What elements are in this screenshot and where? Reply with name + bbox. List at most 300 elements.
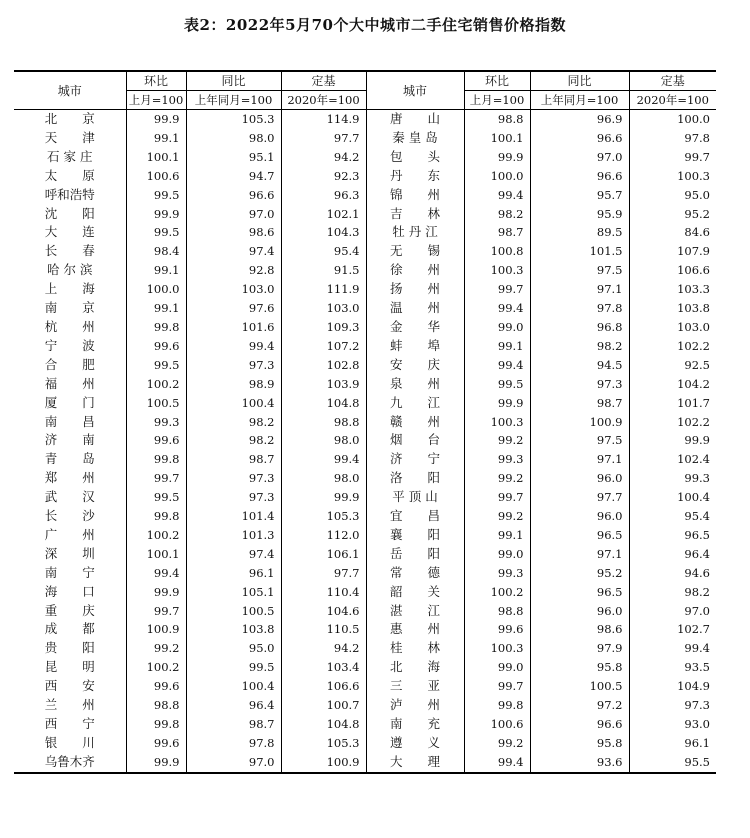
cell-yoy-right: 96.5 — [530, 583, 629, 602]
cell-mom-right: 99.4 — [464, 753, 530, 773]
cell-yoy-left: 105.3 — [186, 110, 281, 129]
cell-yoy-right: 95.9 — [530, 205, 629, 224]
cell-city-left: 呼和浩特 — [14, 186, 126, 205]
cell-yoy-right: 100.5 — [530, 677, 629, 696]
cell-mom-right: 100.3 — [464, 261, 530, 280]
cell-mom-right: 99.9 — [464, 148, 530, 167]
cell-mom-right: 99.4 — [464, 186, 530, 205]
cell-base-left: 103.4 — [281, 658, 366, 677]
cell-city-left: 北 京 — [14, 110, 126, 129]
cell-yoy-right: 95.7 — [530, 186, 629, 205]
cell-mom-left: 99.8 — [126, 450, 186, 469]
cell-city-left: 济 南 — [14, 431, 126, 450]
table-row — [14, 658, 716, 677]
table-row — [14, 620, 716, 639]
cell-mom-left: 99.4 — [126, 564, 186, 583]
cell-yoy-left: 103.8 — [186, 620, 281, 639]
cell-city-left: 南 昌 — [14, 413, 126, 432]
cell-mom-right: 99.2 — [464, 431, 530, 450]
cell-yoy-left: 97.0 — [186, 753, 281, 773]
cell-base-left: 97.7 — [281, 129, 366, 148]
table-row — [14, 299, 716, 318]
cell-yoy-right: 95.8 — [530, 734, 629, 753]
cell-mom-right: 98.8 — [464, 110, 530, 129]
price-index-table — [14, 70, 716, 774]
cell-yoy-left: 97.4 — [186, 545, 281, 564]
cell-city-left: 杭 州 — [14, 318, 126, 337]
table-row — [14, 677, 716, 696]
cell-base-right: 93.0 — [684, 717, 710, 731]
table-row — [14, 545, 716, 564]
cell-mom-right: 100.6 — [464, 715, 530, 734]
cell-mom-left: 99.8 — [126, 715, 186, 734]
cell-base-left: 104.8 — [281, 394, 366, 413]
cell-mom-left: 100.2 — [126, 526, 186, 545]
cell-city-left: 上 海 — [14, 280, 126, 299]
cell-mom-left: 99.5 — [126, 488, 186, 507]
cell-base-left: 99.4 — [281, 450, 366, 469]
cell-yoy-right: 96.9 — [530, 110, 629, 129]
cell-yoy-left: 99.5 — [186, 658, 281, 677]
cell-mom-left: 98.4 — [126, 242, 186, 261]
cell-base-right: 95.4 — [684, 509, 710, 524]
cell-yoy-left: 98.6 — [186, 223, 281, 242]
cell-base-right: 96.1 — [684, 735, 710, 750]
cell-city-right: 安 庆 — [366, 356, 464, 375]
cell-mom-right: 99.0 — [464, 545, 530, 564]
cell-base-right: 94.6 — [684, 565, 710, 580]
cell-mom-right: 99.0 — [464, 318, 530, 337]
cell-mom-left: 99.9 — [126, 110, 186, 129]
cell-base-right: 103.3 — [677, 282, 710, 297]
cell-city-right: 湛 江 — [366, 602, 464, 621]
cell-city-right: 唐 山 — [366, 110, 464, 129]
cell-yoy-left: 97.3 — [186, 356, 281, 375]
table-row — [14, 261, 716, 280]
cell-yoy-right: 97.2 — [530, 696, 629, 715]
cell-city-right: 岳 阳 — [366, 545, 464, 564]
cell-base-right: 95.0 — [684, 187, 710, 202]
cell-city-left: 大 连 — [14, 223, 126, 242]
cell-mom-right: 99.3 — [464, 450, 530, 469]
table-row — [14, 753, 716, 773]
cell-mom-left: 99.8 — [126, 318, 186, 337]
table-row — [14, 167, 716, 186]
cell-yoy-left: 94.7 — [186, 167, 281, 186]
cell-city-right: 宜 昌 — [366, 507, 464, 526]
cell-base-left: 95.4 — [281, 242, 366, 261]
cell-base-left: 105.3 — [281, 507, 366, 526]
header-base-sub-right: 2020年=100 — [629, 91, 716, 110]
cell-city-right: 韶 关 — [366, 583, 464, 602]
cell-yoy-right: 96.6 — [530, 167, 629, 186]
cell-mom-right: 99.7 — [464, 677, 530, 696]
table-row — [14, 186, 716, 205]
cell-city-left: 昆 明 — [14, 658, 126, 677]
cell-yoy-left: 100.5 — [186, 602, 281, 621]
header-yoy-left: 同比 — [186, 71, 281, 91]
cell-base-left: 102.8 — [281, 356, 366, 375]
cell-yoy-right: 97.1 — [530, 545, 629, 564]
cell-mom-left: 99.7 — [126, 469, 186, 488]
cell-base-left: 98.0 — [281, 431, 366, 450]
cell-base-left: 104.3 — [281, 223, 366, 242]
table-row — [14, 205, 716, 224]
cell-mom-left: 100.1 — [126, 545, 186, 564]
cell-base-right: 98.2 — [684, 584, 710, 599]
table-row — [14, 280, 716, 299]
cell-city-left: 长 沙 — [14, 507, 126, 526]
cell-city-left: 石 家 庄 — [14, 148, 126, 167]
header-base-left: 定基 — [281, 71, 366, 91]
cell-city-right: 遵 义 — [366, 734, 464, 753]
cell-mom-left: 99.6 — [126, 734, 186, 753]
cell-mom-right: 99.1 — [464, 337, 530, 356]
cell-base-left: 114.9 — [281, 110, 366, 129]
cell-mom-right: 100.8 — [464, 242, 530, 261]
cell-base-right: 97.0 — [684, 603, 710, 618]
cell-mom-right: 99.7 — [464, 280, 530, 299]
cell-yoy-left: 98.0 — [186, 129, 281, 148]
table-body — [14, 110, 716, 773]
cell-yoy-left: 97.4 — [186, 242, 281, 261]
cell-city-right: 惠 州 — [366, 620, 464, 639]
cell-base-left: 106.6 — [281, 677, 366, 696]
cell-city-left: 长 春 — [14, 242, 126, 261]
cell-base-left: 102.1 — [281, 205, 366, 224]
table-row — [14, 507, 716, 526]
cell-base-left: 96.3 — [281, 186, 366, 205]
cell-city-right: 桂 林 — [366, 639, 464, 658]
cell-city-left: 广 州 — [14, 526, 126, 545]
cell-city-left: 合 肥 — [14, 356, 126, 375]
table-row — [14, 394, 716, 413]
cell-yoy-left: 101.3 — [186, 526, 281, 545]
cell-yoy-right: 97.3 — [530, 375, 629, 394]
cell-city-right: 秦 皇 岛 — [366, 129, 464, 148]
cell-city-left: 哈 尔 滨 — [14, 261, 126, 280]
table-row — [14, 564, 716, 583]
cell-base-left: 98.0 — [281, 469, 366, 488]
table-row — [14, 356, 716, 375]
cell-city-right: 无 锡 — [366, 242, 464, 261]
header-base-right: 定基 — [629, 71, 716, 91]
cell-base-left: 99.9 — [281, 488, 366, 507]
cell-base-right: 103.0 — [677, 319, 710, 334]
table-row — [14, 148, 716, 167]
cell-yoy-right: 97.5 — [530, 431, 629, 450]
cell-mom-right: 99.5 — [464, 375, 530, 394]
cell-yoy-right: 95.2 — [530, 564, 629, 583]
cell-base-right: 96.5 — [684, 527, 710, 542]
cell-city-left: 西 宁 — [14, 715, 126, 734]
cell-city-left: 贵 阳 — [14, 639, 126, 658]
cell-base-left: 104.8 — [281, 715, 366, 734]
cell-mom-left: 99.5 — [126, 186, 186, 205]
cell-city-right: 南 充 — [366, 715, 464, 734]
cell-base-left: 94.2 — [281, 148, 366, 167]
cell-city-left: 沈 阳 — [14, 205, 126, 224]
cell-base-left: 106.1 — [281, 545, 366, 564]
cell-mom-right: 99.8 — [464, 696, 530, 715]
cell-base-right: 104.9 — [677, 679, 710, 694]
cell-city-left: 天 津 — [14, 129, 126, 148]
cell-base-right: 92.5 — [684, 357, 710, 372]
cell-yoy-right: 97.5 — [530, 261, 629, 280]
cell-yoy-left: 95.1 — [186, 148, 281, 167]
cell-city-right: 温 州 — [366, 299, 464, 318]
cell-city-right: 北 海 — [366, 658, 464, 677]
cell-mom-right: 99.3 — [464, 564, 530, 583]
cell-yoy-right: 97.1 — [530, 280, 629, 299]
cell-city-right: 金 华 — [366, 318, 464, 337]
cell-city-right: 包 头 — [366, 148, 464, 167]
cell-yoy-right: 98.6 — [530, 620, 629, 639]
cell-yoy-left: 99.4 — [186, 337, 281, 356]
cell-city-right: 烟 台 — [366, 431, 464, 450]
cell-city-left: 福 州 — [14, 375, 126, 394]
cell-city-right: 三 亚 — [366, 677, 464, 696]
cell-yoy-right: 94.5 — [530, 356, 629, 375]
header-yoy-sub-left: 上年同月=100 — [186, 91, 281, 110]
table-row — [14, 375, 716, 394]
cell-base-left: 109.3 — [281, 318, 366, 337]
table-row — [14, 413, 716, 432]
table-row — [14, 431, 716, 450]
cell-base-right: 99.9 — [684, 433, 710, 448]
cell-base-left: 110.5 — [281, 620, 366, 639]
table-row — [14, 129, 716, 148]
cell-yoy-right: 96.0 — [530, 469, 629, 488]
cell-base-left: 92.3 — [281, 167, 366, 186]
cell-mom-left: 99.3 — [126, 413, 186, 432]
cell-mom-right: 100.3 — [464, 639, 530, 658]
cell-city-left: 郑 州 — [14, 469, 126, 488]
cell-base-left: 110.4 — [281, 583, 366, 602]
cell-mom-right: 98.7 — [464, 223, 530, 242]
cell-base-right: 102.4 — [677, 452, 710, 467]
cell-base-right: 103.8 — [677, 301, 710, 316]
cell-yoy-left: 96.4 — [186, 696, 281, 715]
cell-base-left: 98.8 — [281, 413, 366, 432]
cell-mom-left: 99.9 — [126, 583, 186, 602]
cell-base-left: 100.7 — [281, 696, 366, 715]
cell-mom-right: 99.1 — [464, 526, 530, 545]
cell-yoy-right: 96.8 — [530, 318, 629, 337]
cell-base-right: 99.7 — [684, 149, 710, 164]
cell-city-right: 洛 阳 — [366, 469, 464, 488]
table-row — [14, 715, 716, 734]
cell-base-right: 102.2 — [677, 338, 710, 353]
cell-mom-right: 99.7 — [464, 488, 530, 507]
cell-mom-right: 100.0 — [464, 167, 530, 186]
cell-mom-left: 99.8 — [126, 507, 186, 526]
cell-yoy-right: 93.6 — [530, 753, 629, 773]
cell-yoy-right: 97.7 — [530, 488, 629, 507]
cell-mom-left: 99.7 — [126, 602, 186, 621]
cell-yoy-left: 100.4 — [186, 394, 281, 413]
cell-yoy-right: 96.5 — [530, 526, 629, 545]
cell-yoy-left: 98.7 — [186, 715, 281, 734]
cell-yoy-left: 97.3 — [186, 469, 281, 488]
page-title: 表2：2022年5月70个大中城市二手住宅销售价格指数 — [184, 16, 566, 34]
cell-base-right: 95.2 — [684, 206, 710, 221]
cell-city-right: 济 宁 — [366, 450, 464, 469]
cell-city-right: 泸 州 — [366, 696, 464, 715]
cell-mom-left: 100.2 — [126, 375, 186, 394]
cell-yoy-right: 97.9 — [530, 639, 629, 658]
cell-yoy-left: 103.0 — [186, 280, 281, 299]
cell-base-left: 105.3 — [281, 734, 366, 753]
cell-mom-left: 99.5 — [126, 356, 186, 375]
cell-mom-left: 99.9 — [126, 205, 186, 224]
cell-mom-left: 99.2 — [126, 639, 186, 658]
cell-city-left: 厦 门 — [14, 394, 126, 413]
table-row — [14, 639, 716, 658]
cell-base-left: 91.5 — [281, 261, 366, 280]
header-yoy-sub-right: 上年同月=100 — [530, 91, 629, 110]
cell-mom-right: 98.8 — [464, 602, 530, 621]
cell-city-left: 青 岛 — [14, 450, 126, 469]
cell-mom-right: 99.2 — [464, 507, 530, 526]
cell-yoy-left: 97.0 — [186, 205, 281, 224]
cell-base-right: 102.7 — [677, 622, 710, 637]
header-city-right: 城市 — [366, 71, 464, 110]
cell-base-right: 102.2 — [677, 414, 710, 429]
cell-base-left: 100.9 — [281, 753, 366, 773]
cell-mom-right: 98.2 — [464, 205, 530, 224]
header-mom-right: 环比 — [464, 71, 530, 91]
cell-yoy-left: 96.6 — [186, 186, 281, 205]
cell-city-left: 兰 州 — [14, 696, 126, 715]
cell-mom-left: 99.1 — [126, 129, 186, 148]
cell-city-right: 锦 州 — [366, 186, 464, 205]
cell-yoy-right: 97.1 — [530, 450, 629, 469]
table-row — [14, 488, 716, 507]
cell-mom-left: 100.9 — [126, 620, 186, 639]
cell-yoy-right: 98.2 — [530, 337, 629, 356]
table-row — [14, 734, 716, 753]
cell-yoy-left: 105.1 — [186, 583, 281, 602]
cell-yoy-left: 92.8 — [186, 261, 281, 280]
cell-base-right: 96.4 — [684, 546, 710, 561]
table-row — [14, 223, 716, 242]
cell-city-left: 银 川 — [14, 734, 126, 753]
cell-yoy-left: 101.6 — [186, 318, 281, 337]
cell-yoy-right: 98.7 — [530, 394, 629, 413]
header-city-left: 城市 — [14, 71, 126, 110]
cell-yoy-left: 95.0 — [186, 639, 281, 658]
cell-city-left: 重 庆 — [14, 602, 126, 621]
cell-base-left: 111.9 — [281, 280, 366, 299]
cell-base-left: 97.7 — [281, 564, 366, 583]
cell-mom-right: 99.6 — [464, 620, 530, 639]
cell-city-left: 南 宁 — [14, 564, 126, 583]
header-mom-sub-right: 上月=100 — [464, 91, 530, 110]
cell-yoy-left: 97.8 — [186, 734, 281, 753]
table-row — [14, 583, 716, 602]
cell-city-left: 乌鲁木齐 — [14, 753, 126, 773]
cell-yoy-right: 89.5 — [530, 223, 629, 242]
cell-city-right: 赣 州 — [366, 413, 464, 432]
cell-mom-left: 99.6 — [126, 677, 186, 696]
cell-city-left: 成 都 — [14, 620, 126, 639]
cell-city-left: 宁 波 — [14, 337, 126, 356]
cell-base-right: 101.7 — [677, 395, 710, 410]
cell-mom-left: 99.5 — [126, 223, 186, 242]
cell-base-right: 95.5 — [629, 753, 716, 773]
cell-city-right: 襄 阳 — [366, 526, 464, 545]
table-header — [14, 71, 716, 110]
cell-mom-right: 100.1 — [464, 129, 530, 148]
cell-mom-right: 99.4 — [464, 356, 530, 375]
cell-city-right: 丹 东 — [366, 167, 464, 186]
cell-city-right: 扬 州 — [366, 280, 464, 299]
cell-mom-right: 100.2 — [464, 583, 530, 602]
cell-mom-left: 98.8 — [126, 696, 186, 715]
cell-yoy-left: 98.2 — [186, 431, 281, 450]
cell-city-right: 吉 林 — [366, 205, 464, 224]
cell-mom-left: 100.2 — [126, 658, 186, 677]
table-row — [14, 337, 716, 356]
table-row — [14, 110, 716, 129]
header-mom-left: 环比 — [126, 71, 186, 91]
cell-base-right: 100.0 — [677, 112, 710, 126]
cell-city-right: 大 理 — [366, 753, 464, 773]
cell-yoy-left: 97.6 — [186, 299, 281, 318]
table-row — [14, 602, 716, 621]
cell-yoy-right: 97.8 — [530, 299, 629, 318]
price-index-table-container — [14, 70, 716, 774]
cell-base-right: 97.3 — [684, 698, 710, 713]
cell-city-left: 南 京 — [14, 299, 126, 318]
cell-yoy-left: 98.2 — [186, 413, 281, 432]
table-row — [14, 469, 716, 488]
cell-mom-left: 99.6 — [126, 337, 186, 356]
cell-base-left: 112.0 — [281, 526, 366, 545]
cell-city-right: 九 江 — [366, 394, 464, 413]
cell-base-right: 100.3 — [677, 168, 710, 183]
header-yoy-right: 同比 — [530, 71, 629, 91]
cell-yoy-left: 98.9 — [186, 375, 281, 394]
cell-yoy-left: 96.1 — [186, 564, 281, 583]
table-row — [14, 318, 716, 337]
cell-base-left: 104.6 — [281, 602, 366, 621]
table-row — [14, 242, 716, 261]
cell-yoy-right: 95.8 — [530, 658, 629, 677]
cell-city-right: 蚌 埠 — [366, 337, 464, 356]
cell-base-right: 106.6 — [677, 263, 710, 278]
cell-yoy-right: 96.6 — [530, 129, 629, 148]
cell-mom-left: 100.6 — [126, 167, 186, 186]
cell-mom-left: 99.1 — [126, 261, 186, 280]
table-row — [14, 450, 716, 469]
cell-base-right: 100.4 — [677, 490, 710, 505]
cell-mom-right: 100.3 — [464, 413, 530, 432]
header-mom-sub-left: 上月=100 — [126, 91, 186, 110]
cell-base-left: 103.0 — [281, 299, 366, 318]
cell-base-right: 93.5 — [684, 660, 710, 675]
header-base-sub-left: 2020年=100 — [281, 91, 366, 110]
cell-base-left: 94.2 — [281, 639, 366, 658]
cell-yoy-left: 97.3 — [186, 488, 281, 507]
cell-mom-right: 99.4 — [464, 299, 530, 318]
cell-yoy-right: 101.5 — [530, 242, 629, 261]
cell-base-right: 104.2 — [677, 376, 710, 391]
cell-city-right: 牡 丹 江 — [366, 223, 464, 242]
cell-mom-left: 100.1 — [126, 148, 186, 167]
cell-base-left: 103.9 — [281, 375, 366, 394]
